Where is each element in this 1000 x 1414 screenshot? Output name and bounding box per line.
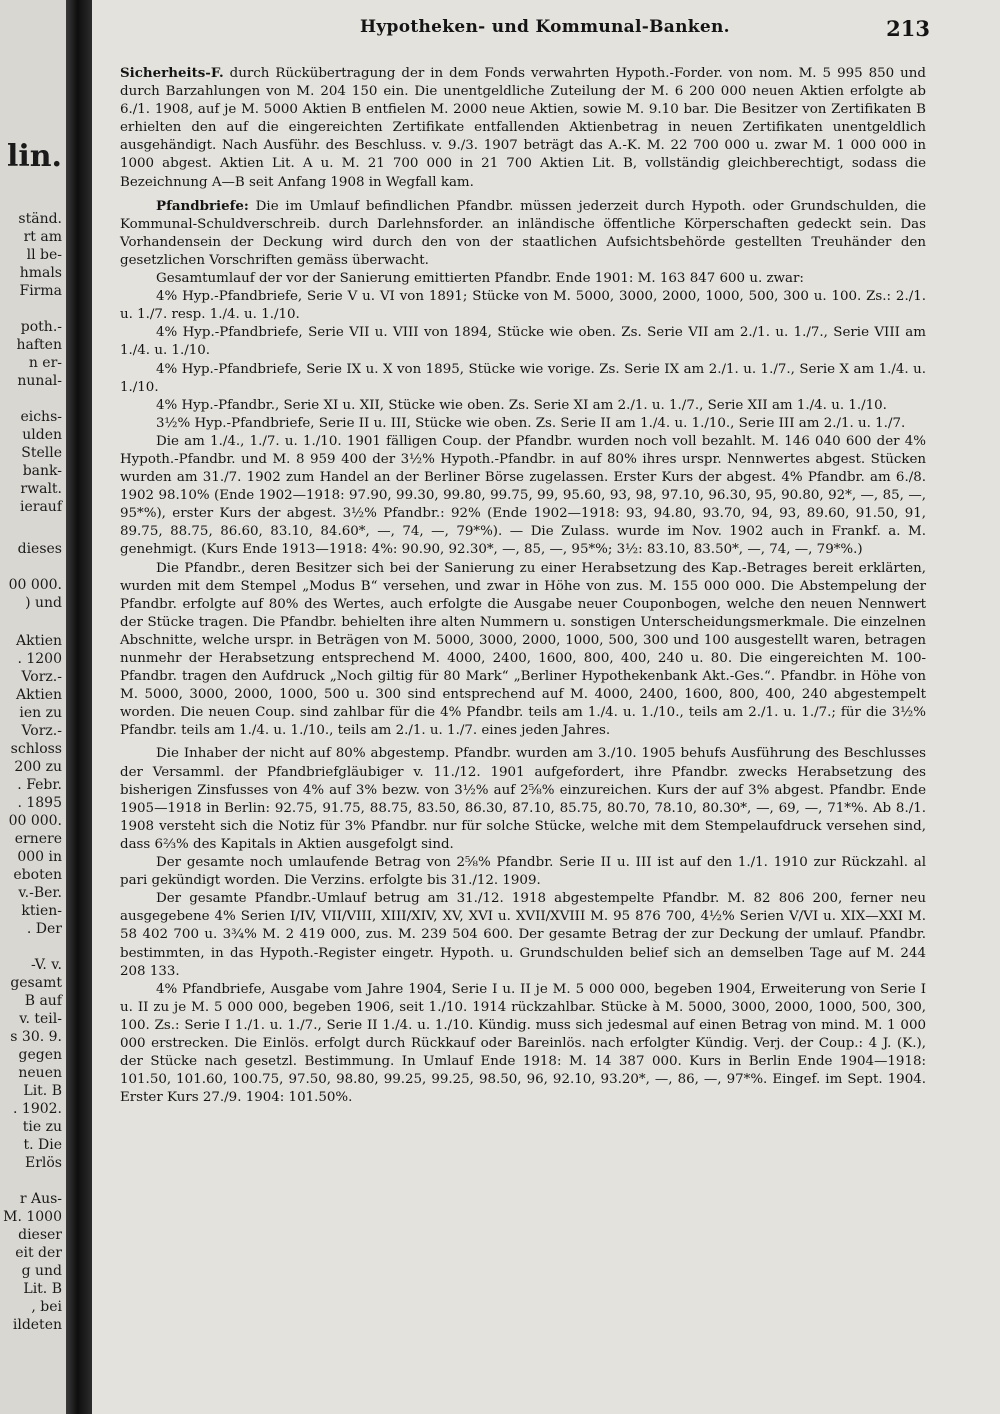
left-page-text-fragment: lin.	[6, 139, 62, 174]
paragraph-text: 4% Hyp.-Pfandbriefe, Serie V u. VI von 1891; Stücke von M. 5000, 3000, 2000, 1000, 500, 300 u. 100. Zs.: 2./1. u. 1./7. resp. 1./4. u. 1./10.	[120, 289, 926, 323]
paragraph-text: 4% Hyp.-Pfandbr., Serie XI u. XII, Stücke wie oben. Zs. Serie XI am 2./1. u. 1./7., Serie XII am 1./4. u. 1./10.	[156, 397, 887, 413]
left-page-text-fragment: , bei	[31, 1299, 62, 1315]
left-page-text-fragment: poth.-	[20, 319, 62, 335]
left-page-text-fragment: ernere	[14, 831, 62, 847]
paragraph-text: Der gesamte Pfandbr.-Umlauf betrug am 31./12. 1918 abgestempelte Pfandbr. M. 82 806 200, ferner neu ausgegebene 4% Serien I/IV, VII/VIII, XIII/XIV, XV, XVI u. XVII/XVIII M. 95 876 700, 4½% Serien V/VI u. XIX—XXI M. 58 402 700 u. 3¾% M. 2 419 000, zus. M. 239 504 600. Der gesamte Betrag der zur Deckung der umlauf. Pfandbr. bestimmten, in das Hypoth.-Register eingetr. Hypoth. u. Grundschulden belief sich an demselben Tage auf M. 244 208 133.	[120, 891, 926, 979]
paragraph-text: durch Rückübertragung der in dem Fonds verwahrten Hypoth.-Forder. von nom. M. 5 995 850 und durch Barzahlungen von M. 204 150 ein. Die unentgeldliche Zuteilung der M. 6 200 000 neuen Aktien erfolgte ab 6./1. 1908, auf je M. 5000 Aktien B entfielen M. 2000 neue Aktien, sowie M. 9.10 bar. Die Besitzer von Zertifikaten B erhielten den auf die eingereichten Zertifikate entfallenden Aktienbetrag in neuen Zertifikaten unentgeldlich ausgehändigt. Nach Ausführ. des Beschluss. v. 9./3. 1907 beträgt das A.-K. M. 22 700 000 u. zwar M. 1 000 000 in 1000 abgest. Aktien Lit. A u. M. 21 700 000 in 21 700 Aktien Lit. B, vollständig gleichberechtigt, sodass die Bezeichnung A—B seit Anfang 1908 in Wegfall kam.	[120, 66, 926, 190]
paragraph-text: Die im Umlauf befindlichen Pfandbr. müssen jederzeit durch Hypoth. oder Grundschulden, die Kommunal-Schuldverschreib. durch Darlehnsforder. an inländische öffentliche Körperschaften gedeckt sein. Das Vorhandensein der Deckung wird durch den von der staatlichen Aufsichtsbehörde gestellten Treuhänder den gesetzlichen Vorschriften gemäss überwacht.	[120, 198, 926, 268]
paragraph-text: Der gesamte noch umlaufende Betrag von 2⅝% Pfandbr. Serie II u. III ist auf den 1./1. 1910 zur Rückzahl. al pari gekündigt worden. Die Verzins. erfolgte bis 31./12. 1909.	[120, 855, 926, 889]
body-paragraph	[120, 981, 926, 1108]
left-page-text-fragment: Vorz.-	[21, 723, 62, 739]
left-page-text-fragment: nunal-	[17, 373, 62, 389]
left-page-text-fragment: Lit. B	[23, 1281, 62, 1297]
body-paragraph	[120, 560, 926, 741]
left-page-text-fragment: v. teil-	[19, 1011, 62, 1027]
left-page-text-fragment: Aktien	[16, 687, 62, 703]
left-page-text-fragment: ll be-	[26, 247, 62, 263]
left-page-text-fragment: ierauf	[20, 499, 62, 515]
left-page-text-fragment: eboten	[13, 867, 62, 883]
left-page-text-fragment: ien zu	[19, 705, 62, 721]
left-page-text-fragment: tie zu	[22, 1119, 62, 1135]
left-page-text-fragment: rt am	[23, 229, 62, 245]
body-paragraph	[120, 361, 926, 397]
left-page-text-fragment: r Aus-	[19, 1191, 62, 1207]
left-page-text-fragment: n er-	[28, 355, 62, 371]
page-body	[120, 64, 926, 1107]
body-paragraph	[120, 197, 926, 270]
running-header: Hypotheken- und Kommunal-Banken.	[360, 17, 730, 37]
left-page-text-fragment: eichs-	[20, 409, 62, 425]
body-paragraph	[120, 64, 926, 192]
paragraph-text: Die am 1./4., 1./7. u. 1./10. 1901 fälligen Coup. der Pfandbr. wurden noch voll bezahlt. M. 146 040 600 der 4% Hypoth.-Pfandbr. und M. 8 959 400 der 3½% Hypoth.-Pfandbr. in auf 80% ihres urspr. Nennwertes abgest. Stücken wurden am 31./7. 1902 zum Handel an der Berliner Börse zugelassen. Erster Kurs der abgest. 4% Pfandbr. am 6./8. 1902 98.10% (Ende 1902—1918: 97.90, 99.30, 99.80, 99.75, 99, 95.60, 93, 98, 97.10, 96.30, 95, 90.80, 92*, —, 85, —, 95*%), erster Kurs der abgest. 3½% Pfandbr.: 92% (Ende 1902—1918: 93, 94.80, 93.70, 94, 93, 89.60, 91.50, 91, 89.75, 88.75, 86.60, 83.10, 84.60*, —, 74, —, 79*%). — Die Zulass. wurde im Nov. 1902 auch in Frankf. a. M. genehmigt. (Kurs Ende 1913—1918: 4%: 90.90, 92.30*, —, 85, —, 95*%; 3½: 83.10, 83.50*, —, 74, —, 79*%.)	[120, 433, 926, 558]
left-page-text-fragment: dieser	[18, 1227, 62, 1243]
book-gutter	[66, 0, 92, 1414]
left-page-text-fragment: B auf	[24, 993, 62, 1009]
left-page-text-fragment: Stelle	[21, 445, 62, 461]
left-page-text-fragment: ulden	[22, 427, 62, 443]
left-page-text-fragment: gegen	[18, 1047, 62, 1063]
body-paragraph	[120, 745, 926, 854]
body-paragraph	[120, 270, 926, 288]
left-page-text-fragment: ) und	[25, 595, 62, 611]
paragraph-lead-term: Sicherheits-F.	[120, 65, 224, 81]
paragraph-text: Die Pfandbr., deren Besitzer sich bei der Sanierung zu einer Herabsetzung des Kap.-Betrages bereit erklärten, wurden mit dem Stempel „Modus B“ versehen, und zwar in Höhe von zus. M. 155 000 000. Die Abstempelung der Pfandbr. erfolgte auf 80% des Wertes, auch erfolgte die Ausgabe neuer Couponbogen, welche den neuen Nennwert der Stücke tragen. Die Pfandbr. behielten ihre alten Nummern u. sonstigen Unterscheidungsmerkmale. Die einzelnen Abschnitte, welche urspr. in Beträgen von M. 5000, 3000, 2000, 1000, 500, 300 und 100 ausgestellt waren, betragen nunmehr der Herabsetzung entsprechend M. 4000, 2400, 1600, 800, 400, 240 u. 80. Die eingereichten M. 100-Pfandbr. tragen den Aufdruck „Noch giltig für 80 Mark“ „Berliner Hypothekenbank Akt.-Ges.“. Pfandbr. in Höhe von M. 5000, 3000, 2000, 1000, 500 u. 300 sind entsprechend auf M. 4000, 2400, 1600, 800, 400, 240 abgestempelt worden. Die neuen Coup. sind zahlbar für die 4% Pfandbr. teils am 1./4. u. 1./10., teils am 2./1. u. 1./7.; für die 3½% Pfandbr. teils am 1./4. u. 1./10., teils am 2./1. u. 1./7. eines jeden Jahres.	[120, 560, 926, 739]
body-paragraph	[120, 288, 926, 324]
left-page-text-fragment: haften	[16, 337, 62, 353]
left-page-text-fragment: ständ.	[18, 211, 62, 227]
left-page-text-fragment: M. 1000	[3, 1209, 62, 1225]
body-paragraph	[120, 854, 926, 890]
left-page-text-fragment: 200 zu	[14, 759, 62, 775]
paragraph-text: 3½% Hyp.-Pfandbriefe, Serie II u. III, Stücke wie oben. Zs. Serie II am 1./4. u. 1./10., Serie III am 2./1. u. 1./7.	[156, 415, 906, 431]
left-page-text-fragment: Vorz.-	[21, 669, 62, 685]
left-page-text-fragment: rwalt.	[20, 481, 62, 497]
left-page-text-fragment: ildeten	[12, 1317, 62, 1333]
left-page-text-fragment: . Febr.	[17, 777, 62, 793]
paragraph-text: 4% Pfandbriefe, Ausgabe vom Jahre 1904, Serie I u. II je M. 5 000 000, begeben 1904, Erweiterung von Serie I u. II zu je M. 5 000 000, begeben 1906, seit 1./10. 1914 rückzahlbar. Stücke à M. 5000, 3000, 2000, 1000, 500, 300, 100. Zs.: Serie I 1./1. u. 1./7., Serie II 1./4. u. 1./10. Kündig. muss sich jedesmal auf einen Betrag von mind. M. 1 000 000 erstrecken. Die Einlös. erfolgt durch Rückkauf oder Bareinlös. nach erfolgter Kündig. Verj. der Coup.: 4 J. (K.), der Stücke nach gesetzl. Bestimmung. In Umlauf Ende 1918: M. 14 387 000. Kurs in Berlin Ende 1904—1918: 101.50, 101.60, 100.75, 97.50, 98.80, 99.25, 99.25, 98.50, 96, 92.10, 93.20*, —, 86, —, 97*%. Eingef. im Sept. 1904. Erster Kurs 27./9. 1904: 101.50%.	[120, 981, 926, 1106]
left-page-text-fragment: 00 000.	[8, 577, 62, 593]
left-page-text-fragment: bank-	[22, 463, 62, 479]
left-page-text-fragment: . Der	[26, 921, 62, 937]
left-page-text-fragment: eit der	[15, 1245, 62, 1261]
paragraph-lead-term: Pfandbriefe:	[156, 197, 249, 214]
left-page-text-fragment: s 30. 9.	[10, 1029, 62, 1045]
paragraph-text: Die Inhaber der nicht auf 80% abgestemp. Pfandbr. wurden am 3./10. 1905 behufs Ausführung des Beschlusses der Versamml. der Pfandbriefgläubiger v. 11./12. 1901 aufgefordert, ihre Pfandbr. zwecks Herabsetzung des bisherigen Zinsfusses von 4% auf 3% bezw. von 3½% auf 2⅝% einzureichen. Kurs der auf 3% abgest. Pfandbr. Ende 1905—1918 in Berlin: 92.75, 91.75, 88.75, 83.50, 86.30, 87.10, 85.75, 80.70, 78.10, 80.30*, —, 69, —, 71*%. Ab 8./1. 1908 versteht sich die Notiz für 3% Pfandbr. nur für solche Stücke, welche mit dem Stempelaufdruck versehen sind, dass 6⅔% des Kapitals in Aktien ausgefolgt sind.	[120, 746, 926, 852]
left-page-text-fragment: g und	[21, 1263, 62, 1279]
body-paragraph	[120, 324, 926, 360]
left-page-text-fragment: Erlös	[24, 1155, 62, 1171]
left-page-text-fragment: ktien-	[21, 903, 62, 919]
left-page-text-fragment: Lit. B	[23, 1083, 62, 1099]
paragraph-text: Gesamtumlauf der vor der Sanierung emittierten Pfandbr. Ende 1901: M. 163 847 600 u. zwar:	[156, 271, 804, 287]
left-page-fragment	[0, 0, 66, 1414]
left-page-text-fragment: hmals	[19, 265, 62, 281]
left-page-text-fragment: neuen	[18, 1065, 62, 1081]
page-number: 213	[886, 16, 930, 41]
left-page-text-fragment: schloss	[10, 741, 62, 757]
left-page-text-fragment: v.-Ber.	[18, 885, 62, 901]
body-paragraph	[120, 890, 926, 980]
left-page-text-fragment: Aktien	[16, 633, 62, 649]
right-page	[92, 0, 1000, 1414]
left-page-text-fragment: . 1200	[17, 651, 62, 667]
left-page-text-fragment: 00 000.	[8, 813, 62, 829]
left-page-text-fragment: gesamt	[10, 975, 62, 991]
left-page-text-fragment: Firma	[19, 283, 62, 299]
left-page-text-fragment: 000 in	[17, 849, 62, 865]
body-paragraph	[120, 397, 926, 415]
left-page-text-fragment: -V. v.	[31, 957, 62, 973]
paragraph-text: 4% Hyp.-Pfandbriefe, Serie IX u. X von 1895, Stücke wie vorige. Zs. Serie IX am 2./1. u. 1./7., Serie X am 1./4. u. 1./10.	[120, 361, 926, 395]
left-page-text-fragment: . 1895	[17, 795, 62, 811]
body-paragraph	[120, 415, 926, 433]
body-paragraph	[120, 433, 926, 560]
left-page-text-fragment: dieses	[17, 541, 62, 557]
left-page-text-fragment: t. Die	[23, 1137, 62, 1153]
paragraph-text: 4% Hyp.-Pfandbriefe, Serie VII u. VIII von 1894, Stücke wie oben. Zs. Serie VII am 2./1. u. 1./7., Serie VIII am 1./4. u. 1./10.	[120, 325, 926, 359]
left-page-text-fragment: . 1902.	[13, 1101, 62, 1117]
